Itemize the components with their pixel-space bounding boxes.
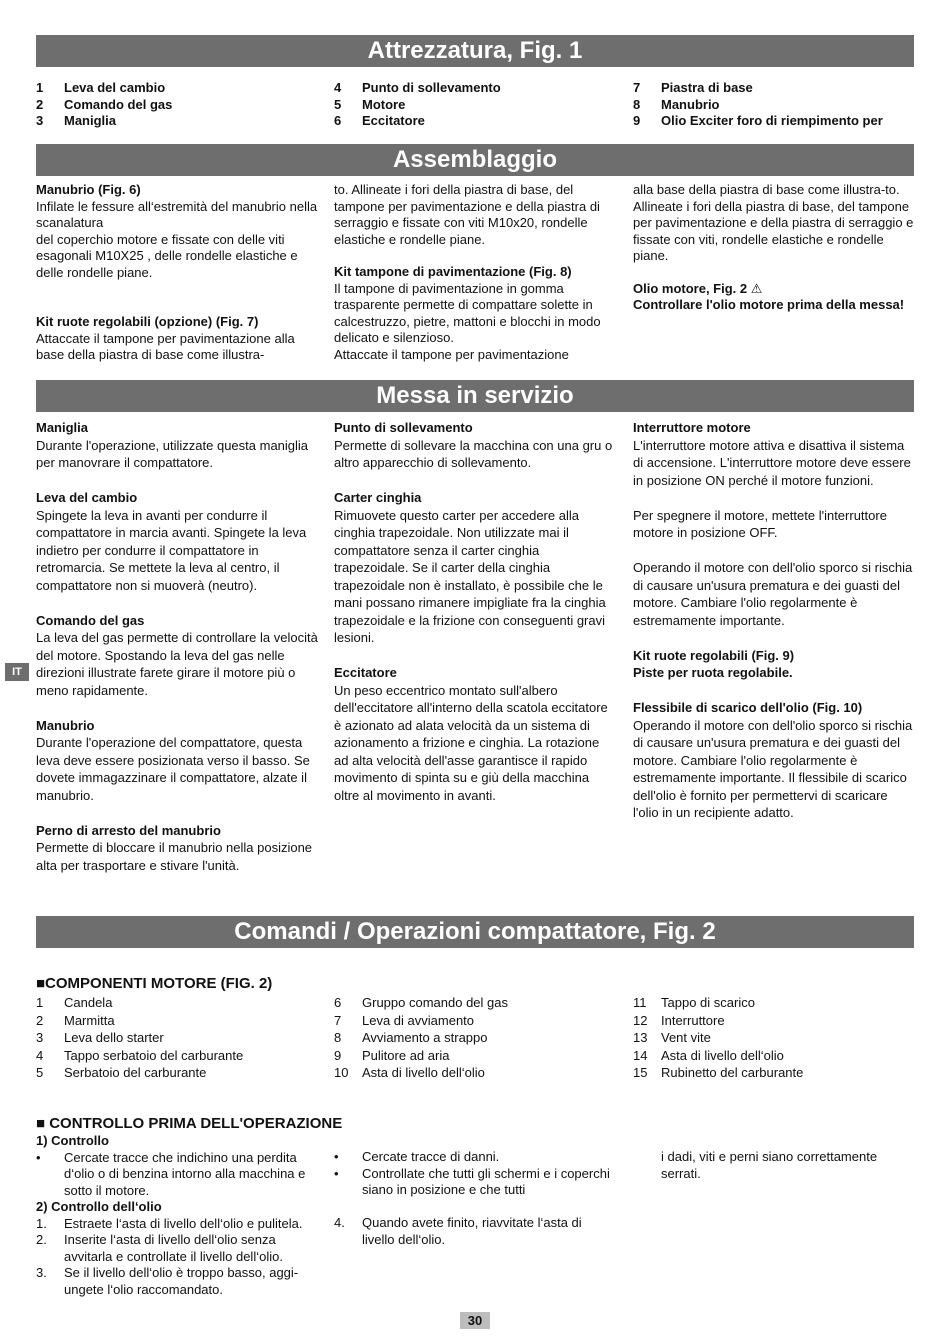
warning-text: Controllare l'olio motore prima della messa!: [633, 297, 905, 312]
list-item: 8 Avviamento a strappo: [334, 1030, 488, 1045]
section-title-assemblaggio: Assemblaggio: [36, 144, 914, 176]
paragraph: Attaccate il tampone per pavimentazione: [334, 346, 569, 362]
subheading: 2) Controllo dell‘olio: [36, 1199, 162, 1214]
assembly-col1: [36, 182, 318, 364]
list-item: 8 Manubrio: [633, 96, 720, 112]
numbered-item: 1. Estraete l‘asta di livello dell‘olio e pulitela.: [36, 1215, 303, 1231]
subheading: Kit tampone di pavimentazione (Fig. 8): [334, 264, 572, 279]
page-number: 30: [460, 1312, 490, 1329]
operation-col1: [36, 419, 318, 874]
bullet-item: • Cercate tracce che indichino una perdita d‘olio o di benzina intorno alla macchina e sotto il motore.: [36, 1149, 306, 1198]
paragraph: Operando il motore con dell'olio sporco si rischia di causare un'usura prematura e dei guasti del motore. Cambiare l'olio regolarmente è estremamente importante. Il flessibile di scarico dell'olio è fornito per permettervi di scaricare l'olio in un recipiente adatto.: [633, 717, 913, 820]
operation-col3: [633, 419, 913, 822]
paragraph: La leva del gas permette di controllare la velocità del motore. Spostando la leva del gas nelle direzioni illustrate farete girare il motore più o meno rapidamente.: [36, 630, 318, 698]
section-title-comandi: Comandi / Operazioni compattatore, Fig. 2: [36, 916, 914, 948]
list-item: 14 Asta di livello dell‘olio: [633, 1047, 784, 1063]
subheading: Eccitatore: [334, 665, 397, 680]
subheading: Piste per ruota regolabile.: [633, 665, 793, 680]
list-item: 3 Leva dello starter: [36, 1030, 164, 1045]
list-item: 12 Interruttore: [633, 1012, 725, 1028]
paragraph: Rimuovete questo carter per accedere alla cinghia trapezoidale. Non utilizzate mai il compattatore senza il carter cinghia trapezoidale. Se il carter della cinghia trapezoidale non è installato, è possibile che le mani possano rimanere impigliate fra la cinghia trapezoidale e la frizione con conseguenti gravi lesioni.: [334, 507, 606, 645]
paragraph: to. Allineate i fori della piastra di base, del tampone per pavimentazione e della piastra di serraggio e fissate con viti M10x20, rondelle elastiche e rondelle piane.: [334, 182, 600, 247]
subheading: Kit ruote regolabili (opzione) (Fig. 7): [36, 314, 259, 329]
paragraph: Il tampone di pavimentazione in gomma trasparente permette di compattare solette in calcestruzzo, pietre, mattoni e blocchi in modo delicato e silenzioso.: [334, 280, 601, 345]
list-item: 4 Punto di sollevamento: [334, 80, 501, 95]
list-item: 7 Leva di avviamento: [334, 1012, 475, 1028]
numbered-item: 3. Se il livello dell‘olio è troppo basso, aggi-ungete l‘olio raccomandato.: [36, 1265, 299, 1297]
paragraph: Attaccate il tampone per pavimentazione alla base della piastra di base come illustra-: [36, 330, 295, 362]
subheading: Leva del cambio: [36, 490, 138, 505]
equipment-list-col1: [36, 80, 318, 130]
paragraph: L'interruttore motore attiva e disattiva il sistema di accensione. L'interruttore motore deve essere in posizione ON perché il motore funzioni.: [633, 437, 911, 488]
subheading: Manubrio (Fig. 6): [36, 182, 141, 197]
paragraph: Operando il motore con dell'olio sporco si rischia di causare un'usura prematura e dei guasti del motore. Cambiare l'olio regolarmente è estremamente importante.: [633, 560, 913, 628]
check-col1: [36, 1133, 318, 1298]
engine-parts-col2: [334, 994, 616, 1082]
assembly-col3: [633, 182, 918, 314]
subheading: Perno di arresto del manubrio: [36, 822, 221, 838]
subheading: Olio motore, Fig. 2 ⚠: [633, 280, 763, 296]
list-item: 13 Vent vite: [633, 1030, 711, 1045]
list-item: 9 Olio Exciter foro di riempimento per: [633, 113, 883, 128]
paragraph: Infilate le fessure all‘estremità del manubrio nella scanalatura: [36, 198, 318, 230]
paragraph: Spingete la leva in avanti per condurre il compattatore in marcia avanti. Spingete la leva indietro per condurre il compattatore in retromarcia. Se mettete la leva al centro, il compattatore non si muoverà (neutro).: [36, 507, 307, 593]
paragraph: Permette di sollevare la macchina con una gru o altro apparecchio di sollevamento.: [334, 437, 613, 470]
bullet-item: • Cercate tracce di danni.: [334, 1149, 500, 1164]
subheading: Punto di sollevamento: [334, 420, 473, 435]
section-title-messa-in-servizio: Messa in servizio: [36, 380, 914, 412]
list-item: 6 Eccitatore: [334, 113, 425, 128]
language-tab: IT: [5, 663, 29, 681]
operation-col2: [334, 419, 616, 804]
section-title-attrezzatura: Attrezzatura, Fig. 1: [36, 35, 914, 67]
numbered-item: 2. Inserite l‘asta di livello dell‘olio senza avvitarla e controllate il livello dell‘olio.: [36, 1232, 283, 1264]
list-item: 2 Marmitta: [36, 1012, 115, 1028]
bullet-item: • Controllate che tutti gli schermi e i coperchi siano in posizione e che tutti: [334, 1165, 610, 1197]
subheading-controllo: ■ CONTROLLO PRIMA DELL'OPERAZIONE: [36, 1115, 343, 1132]
paragraph: Un peso eccentrico montato sull'albero dell'eccitatore all'interno della scatola eccitatore è azionato ad alata velocità da un sistema di azionamento a frizione e cinghia. La rotazione ad alta velocità dell'asse garantisce il rapido movimento di spinta su e giù della macchina oltre al movimento in avanti.: [334, 682, 608, 803]
subheading: Manubrio: [36, 717, 95, 733]
subheading: Flessibile di scarico dell'olio (Fig. 10): [633, 700, 863, 715]
list-item: 10 Asta di livello dell‘olio: [334, 1065, 485, 1080]
list-item: 5 Serbatoio del carburante: [36, 1065, 207, 1080]
list-item: 1 Candela: [36, 995, 113, 1010]
list-item: 2 Comando del gas: [36, 96, 173, 112]
subheading: Comando del gas: [36, 612, 145, 628]
equipment-list-col2: [334, 80, 616, 130]
list-item: 11 Tappo di scarico: [633, 995, 755, 1010]
paragraph: del coperchio motore e fissate con delle viti esagonali M10X25 , delle rondelle elastiche e delle rondelle piane.: [36, 231, 298, 280]
equipment-list-col3: [633, 80, 923, 130]
list-item: 4 Tappo serbatoio del carburante: [36, 1047, 244, 1063]
bullet-item-continued: i dadi, viti e perni siano correttamente serrati.: [661, 1149, 878, 1181]
engine-parts-col1: [36, 994, 318, 1082]
check-col3: [633, 1149, 915, 1182]
assembly-col2: [334, 182, 616, 363]
check-col2: [334, 1149, 616, 1248]
numbered-item: 4. Quando avete finito, riavvitate l‘asta di livello dell‘olio.: [334, 1215, 582, 1247]
subheading: Kit ruote regolabili (Fig. 9): [633, 647, 795, 663]
subheading: Maniglia: [36, 420, 89, 435]
paragraph: Durante l'operazione del compattatore, questa leva deve essere posizionata verso il basso. Se dovete immagazzinare il compattatore, alzate il manubrio.: [36, 735, 310, 803]
paragraph: Permette di bloccare il manubrio nella posizione alta per trasportare e stivare l'unità.: [36, 840, 313, 873]
list-item: 9 Pulitore ad aria: [334, 1047, 450, 1063]
list-item: 3 Maniglia: [36, 113, 117, 128]
engine-parts-col3: [633, 994, 915, 1082]
subheading-componenti-motore: ■COMPONENTI MOTORE (FIG. 2): [36, 975, 273, 992]
subheading: Interruttore motore: [633, 420, 751, 435]
list-item: 7 Piastra di base: [633, 80, 753, 95]
paragraph: Durante l'operazione, utilizzate questa maniglia per manovrare il compattatore.: [36, 437, 309, 470]
paragraph: Per spegnere il motore, mettete l'interruttore motore in posizione OFF.: [633, 507, 887, 540]
list-item: 1 Leva del cambio: [36, 80, 166, 95]
list-item: 15 Rubinetto del carburante: [633, 1065, 804, 1080]
subheading: Carter cinghia: [334, 490, 422, 505]
list-item: 6 Gruppo comando del gas: [334, 995, 508, 1010]
subheading: 1) Controllo: [36, 1133, 109, 1148]
paragraph: alla base della piastra di base come illustra-to. Allineate i fori della piastra di base, del tampone per pavimentazione e della piastra di serraggio e fissate con viti, rondelle elastiche e rondelle piane.: [633, 182, 914, 263]
list-item: 5 Motore: [334, 96, 406, 112]
